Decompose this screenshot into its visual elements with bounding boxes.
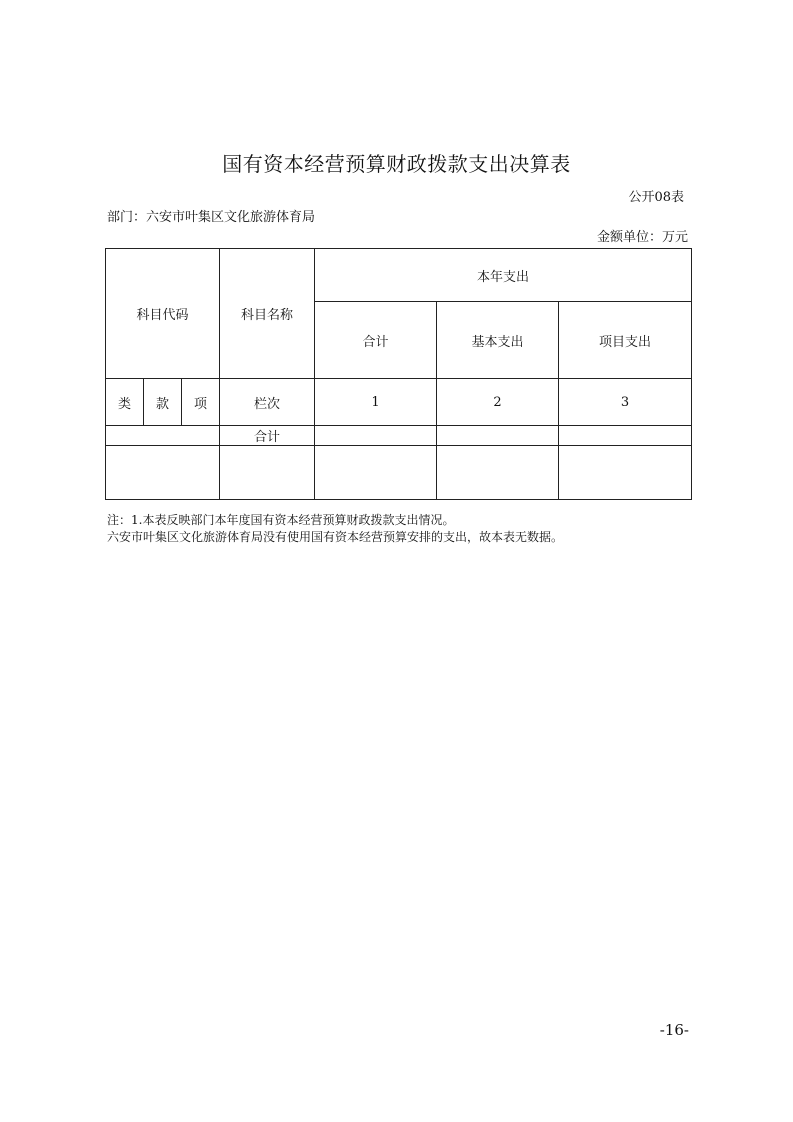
sum-code-cell <box>106 426 220 446</box>
header-basic-expenditure: 基本支出 <box>437 302 559 379</box>
header-project-expenditure: 项目支出 <box>559 302 692 379</box>
table-notes <box>107 512 563 546</box>
empty-name-cell <box>220 446 315 500</box>
department-label: 部门：六安市叶集区文化旅游体育局 <box>107 210 316 225</box>
sum-total-cell <box>315 426 437 446</box>
header-kuan: 款 <box>144 379 182 426</box>
column-no-1: 1 <box>315 379 437 426</box>
note-line-1: 注：1.本表反映部门本年度国有资本经营预算财政拨款支出情况。 <box>107 513 455 527</box>
sum-row <box>106 426 692 446</box>
amount-unit-label: 金额单位：万元 <box>596 230 688 245</box>
form-number: 公开08表 <box>628 190 684 205</box>
empty-code-cell <box>106 446 220 500</box>
empty-project-cell <box>559 446 692 500</box>
header-xiang: 项 <box>182 379 220 426</box>
page-number: -16- <box>659 1021 689 1039</box>
column-no-2: 2 <box>437 379 559 426</box>
note-line-2: 六安市叶集区文化旅游体育局没有使用国有资本经营预算安排的支出，故本表无数据。 <box>107 530 564 544</box>
expenditure-table <box>105 248 692 500</box>
header-current-year-expenditure: 本年支出 <box>315 249 692 302</box>
header-column-no: 栏次 <box>220 379 315 426</box>
header-subject-name: 科目名称 <box>220 249 315 379</box>
sum-project-cell <box>559 426 692 446</box>
empty-total-cell <box>315 446 437 500</box>
header-row-1 <box>106 249 692 302</box>
empty-basic-cell <box>437 446 559 500</box>
sum-basic-cell <box>437 426 559 446</box>
column-no-3: 3 <box>559 379 692 426</box>
sum-label: 合计 <box>220 426 315 446</box>
header-total: 合计 <box>315 302 437 379</box>
header-subject-code: 科目代码 <box>106 249 220 379</box>
page-title: 国有资本经营预算财政拨款支出决算表 <box>222 152 571 176</box>
header-lei: 类 <box>106 379 144 426</box>
empty-data-row <box>106 446 692 500</box>
column-number-row <box>106 379 692 426</box>
